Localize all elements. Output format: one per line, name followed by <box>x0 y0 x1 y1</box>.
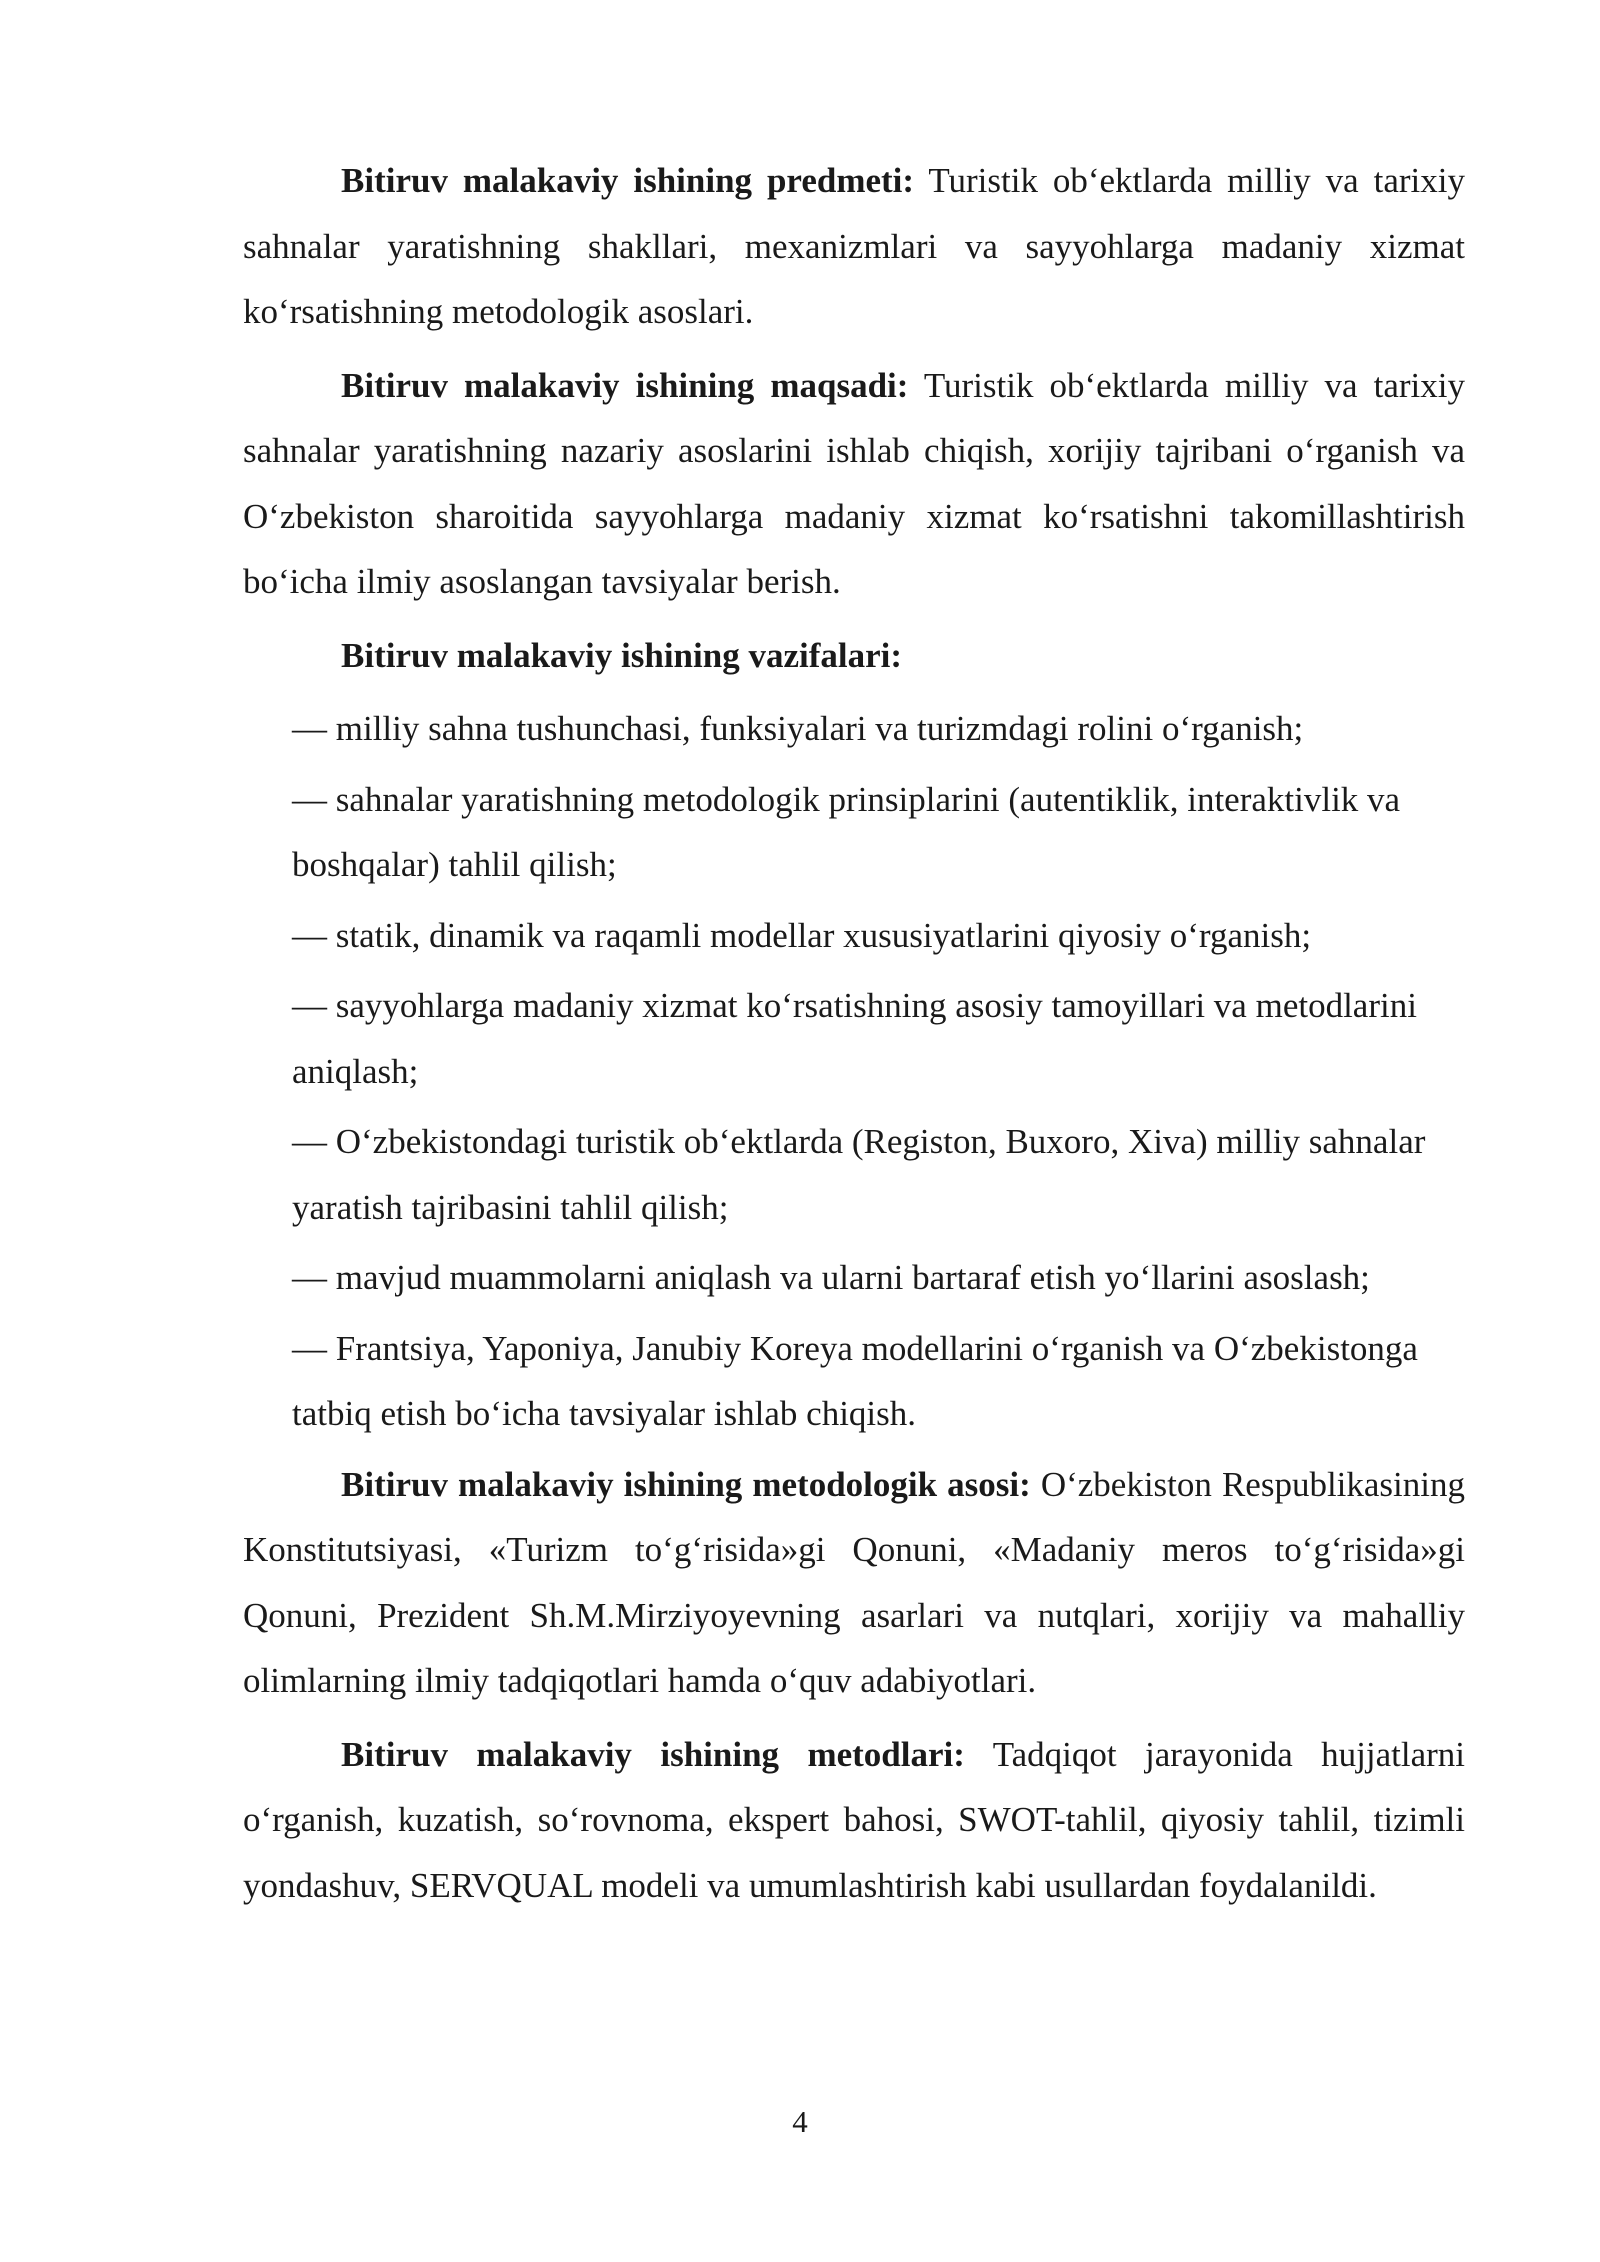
goal-label: Bitiruv malakaviy ishining maqsadi: <box>341 365 909 405</box>
task-item: — Frantsiya, Yaponiya, Janubiy Koreya modellarini o‘rganish va O‘zbekistonga tatbiq etish bo‘icha tavsiyalar ishlab chiqish. <box>292 1328 1418 1433</box>
subject-text: Turistik ob‘ektlarda milliy va tarixiy sahnalar yaratishning shakllari, mexanizmlari va sayyohlarga madaniy xizmat ko‘rsatishning metodologik asoslari. <box>243 161 1465 331</box>
methodology-text: O‘zbekiston Respublikasining Konstitutsiyasi, «Turizm to‘g‘risida»gi Qonuni, «Madaniy meros to‘g‘risida»gi Qonuni, Prezident Sh.M.Mirziyoyevning asarlari va nutqlari, xorijiy va mahalliy olimlarning ilmiy tadqiqotlari hamda o‘quv adabiyotlari. <box>243 1464 1466 1700</box>
task-item: — sahnalar yaratishning metodologik prinsiplarini (autentiklik, interaktivlik va boshqalar) tahlil qilish; <box>292 779 1401 884</box>
methodology-paragraph <box>243 1452 1465 1714</box>
task-item: — O‘zbekistondagi turistik ob‘ektlarda (Registon, Buxoro, Xiva) milliy sahnalar yaratish tajribasini tahlil qilish; <box>292 1122 1426 1227</box>
tasks-heading: Bitiruv malakaviy ishining vazifalari: <box>341 635 903 675</box>
goal-text: Turistik ob‘ektlarda milliy va tarixiy sahnalar yaratishning nazariy asoslarini ishlab chiqish, xorijiy tajribani o‘rganish va O‘zbekiston sharoitida sayyohlarga madaniy xizmat ko‘rsatishni takomillashtirish bo‘icha ilmiy asoslangan tavsiyalar berish. <box>243 365 1465 601</box>
methods-paragraph <box>243 1722 1465 1919</box>
methods-text: Tadqiqot jarayonida hujjatlarni o‘rganish, kuzatish, so‘rovnoma, ekspert bahosi, SWOT-tahlil, qiyosiy tahlil, tizimli yondashuv, SERVQUAL modeli va umumlashtirish kabi usullardan foydalanildi. <box>243 1734 1466 1905</box>
subject-label: Bitiruv malakaviy ishining predmeti: <box>341 161 915 200</box>
task-item: — mavjud muammolarni aniqlash va ularni bartaraf etish yo‘llarini asoslash; <box>292 1258 1370 1297</box>
goal-paragraph <box>243 353 1465 615</box>
task-item: — sayyohlarga madaniy xizmat ko‘rsatishning asosiy tamoyillari va metodlarini aniqlash; <box>292 986 1417 1091</box>
document-page <box>243 148 1465 1926</box>
task-item: — milliy sahna tushunchasi, funksiyalari va turizmdagi rolini o‘rganish; <box>292 709 1304 748</box>
methods-label: Bitiruv malakaviy ishining metodlari: <box>341 1734 965 1774</box>
methodology-label: Bitiruv malakaviy ishining metodologik asosi: <box>341 1464 1031 1504</box>
task-item: — statik, dinamik va raqamli modellar xususiyatlarini qiyosiy o‘rganish; <box>292 915 1312 955</box>
page-number: 4 <box>792 2104 808 2139</box>
subject-paragraph <box>243 148 1465 345</box>
